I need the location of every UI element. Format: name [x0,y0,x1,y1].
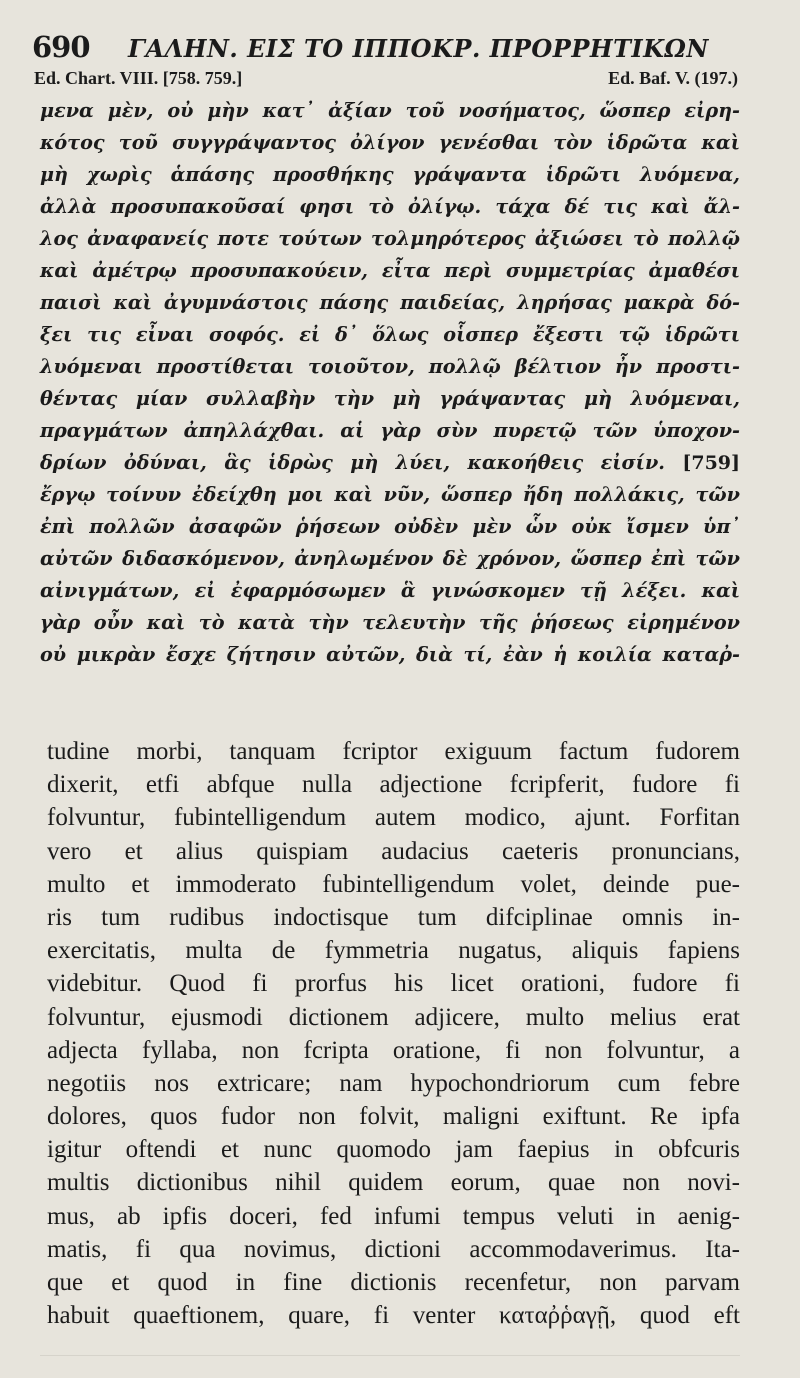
latin-text-block [47,735,740,1332]
greek-line: λυόμεναι προστίθεται τοιοῦτον, πολλῷ βέλτιον ἦν προστι- [40,355,740,378]
latin-line: dolores, quos fudor non folvit, maligni exiftunt. Re ipfa [47,1103,740,1131]
latin-line: dixerit, etfi abfque nulla adjectione fcripferit, fudore fi [47,771,740,799]
greek-line: γὰρ οὖν καὶ τὸ κατὰ τὴν τελευτὴν τῆς ῥήσεως εἰρημένον [40,611,740,634]
latin-line: igitur oftendi et nunc quomodo jam faepius in obfcuris [47,1136,740,1164]
greek-line: ξει τις εἶναι σοφός. εἰ δ᾽ ὅλως οἷσπερ ἔξεστι τῷ ἱδρῶτι [40,323,740,346]
bottom-edge [40,1355,740,1356]
page-header [30,30,770,66]
latin-line: videbitur. Quod fi prorfus his licet orationi, fudore fi [47,970,740,998]
latin-line: ris tum rudibus indoctisque tum difciplinae omnis in- [47,903,740,931]
greek-line-text: δρίων ὀδύναι, ἃς ἱδρὼς μὴ λύει, κακοήθεις εἰσίν. [40,451,665,474]
greek-line: μενα μὲν, οὐ μὴν κατ᾽ ἀξίαν τοῦ νοσήματος, ὥσπερ εἰρη- [40,99,740,122]
greek-line: θέντας μίαν συλλαβὴν τὴν μὴ γράψαντας μὴ λυόμεναι, [40,387,740,410]
latin-line: multo et immoderato fubintelligendum volet, deinde pue- [47,870,740,898]
edition-chart-reference: Ed. Chart. VIII. [758. 759.] [34,68,243,88]
latin-line: matis, fi qua novimus, dictioni accommodaverimus. Ita- [47,1235,740,1263]
greek-line: ἀλλὰ προσυπακοῦσαί φησι τὸ ὀλίγῳ. τάχα δέ τις καὶ ἄλ- [40,195,740,218]
edition-basel-reference: Ed. Baf. V. (197.) [608,68,738,88]
latin-line: que et quod in fine dictionis recenfetur, non parvam [47,1269,740,1296]
latin-line: tudine morbi, tanquam fcriptor exiguum factum fudorem [47,738,740,765]
greek-line: αὐτῶν διδασκόμενον, ἀνηλωμένον δὲ χρόνον, ὥσπερ ἐπὶ τῶν [40,547,740,570]
greek-line: πραγμάτων ἀπηλλάχθαι. αἱ γὰρ σὺν πυρετῷ τῶν ὑποχον- [40,419,740,442]
latin-line: folvuntur, ejusmodi dictionem adjicere, multo melius erat [47,1003,740,1031]
greek-text-block [40,95,740,671]
greek-line: ἐπὶ πολλῶν ἀσαφῶν ῥήσεων οὐδὲν μὲν ὧν οὐκ ἴσμεν ὑπ᾽ [40,515,740,538]
greek-line: μὴ χωρὶς ἁπάσης προσθήκης γράψαντα ἱδρῶτι λυόμενα, [40,163,740,186]
latin-line: vero et alius quispiam audacius caeteris pronuncians, [47,837,740,865]
latin-line: folvuntur, fubintelligendum autem modico, ajunt. Forfitan [47,804,740,832]
greek-line: ἔργῳ τοίνυν ἐδείχθη μοι καὶ νῦν, ὥσπερ ἤδη πολλάκις, τῶν [40,483,740,506]
latin-line: multis dictionibus nihil quidem eorum, quae non novi- [47,1169,740,1197]
page-number: 690 [32,30,90,64]
latin-line: mus, ab ipfis doceri, fed infumi tempus veluti in aenig- [47,1202,740,1230]
greek-line: καὶ ἀμέτρῳ προσυπακούειν, εἶτα περὶ συμμετρίας ἀμαθέσι [40,259,740,282]
greek-line: λος ἀναφανείς ποτε τούτων τολμηρότερος ἀξιώσει τὸ πολλῷ [40,227,740,250]
greek-line: παισὶ καὶ ἀγυμνάστοις πάσης παιδείας, ληρήσας μακρὰ δό- [40,291,740,314]
running-title: ΓΑΛΗΝ. ΕΙΣ ΤΟ ΙΠΠΟΚΡ. ΠΡΟΡΡΗΤΙΚΩΝ [128,34,709,63]
edition-reference-line [34,68,738,94]
latin-line: exercitatis, multa de fymmetria nugatus, aliquis fapiens [47,937,740,965]
greek-line-with-page-ref [40,447,740,479]
page-reference-marker: [759] [682,452,740,474]
greek-line: αἰνιγμάτων, εἰ ἐφαρμόσωμεν ἃ γινώσκομεν τῇ λέξει. καὶ [40,579,740,602]
latin-line: habuit quaeftionem, quare, fi venter καταῤῥαγῇ, quod eft [47,1302,740,1330]
greek-line: οὐ μικρὰν ἔσχε ζήτησιν αὐτῶν, διὰ τί, ἐὰν ἡ κοιλία καταῤ- [40,643,740,666]
greek-line: κότος τοῦ συγγράψαντος ὀλίγον γενέσθαι τὸν ἱδρῶτα καὶ [40,131,740,154]
latin-line: negotiis nos extricare; nam hypochondriorum cum febre [47,1069,740,1097]
latin-line: adjecta fyllaba, non fcripta oratione, fi non folvuntur, a [47,1036,740,1064]
